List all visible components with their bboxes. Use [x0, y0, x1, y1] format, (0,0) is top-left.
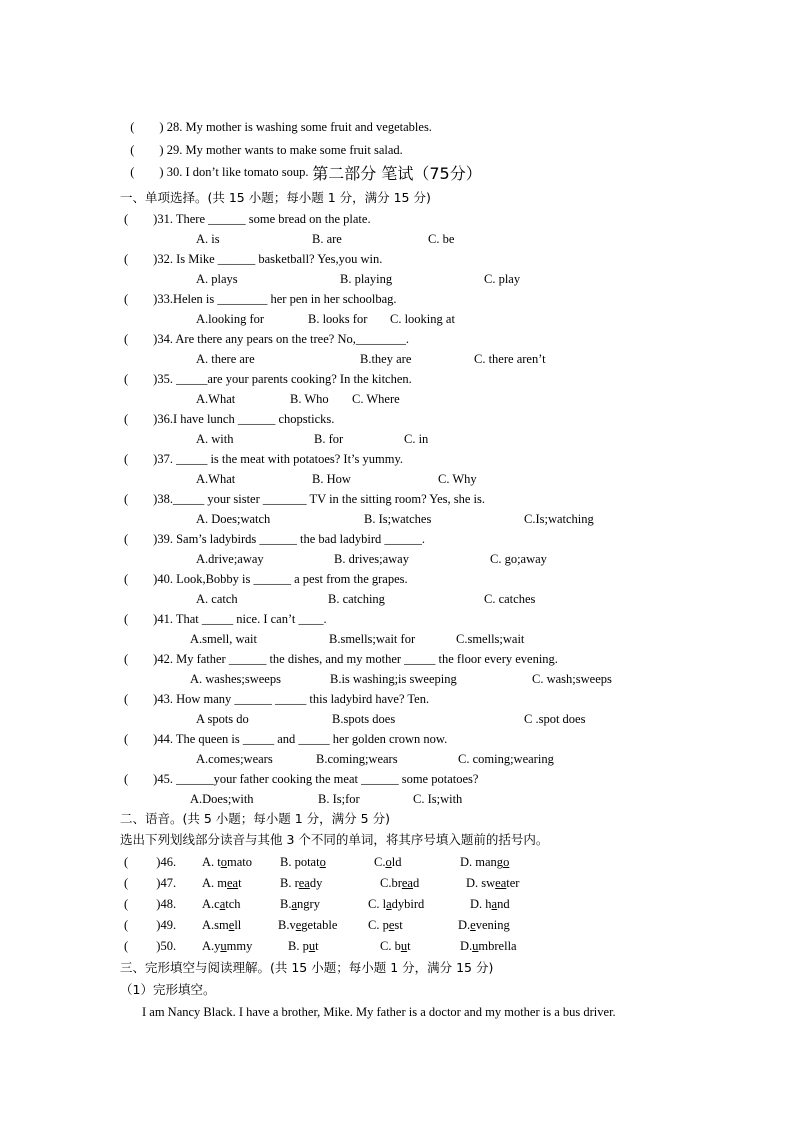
mc-option[interactable]: B.coming;wears [316, 752, 398, 766]
word-part: mato [227, 855, 252, 869]
word-part: D. mang [460, 855, 504, 869]
phonics-option[interactable] [288, 938, 319, 954]
word-part: dybird [391, 897, 425, 911]
word-part: d [412, 876, 420, 890]
underlined-letters: ea [227, 876, 239, 890]
mc-option[interactable]: B. for [314, 432, 344, 446]
word-part: t [407, 939, 411, 953]
mc-option[interactable]: B. drives;away [334, 552, 409, 566]
underlined-letters: a [219, 897, 226, 911]
word-part: A.sm [202, 918, 229, 932]
underlined-letters: a [491, 897, 498, 911]
answer-paren[interactable]: ( ) [130, 143, 164, 157]
mc-question-stem: ( )35. _____are your parents cooking? In the kitchen. [124, 372, 412, 386]
mc-question-stem: ( )36.I have lunch ______ chopsticks. [124, 412, 335, 426]
mc-option[interactable]: C. play [484, 272, 521, 286]
phonics-option[interactable] [368, 917, 403, 933]
mc-option[interactable]: C. in [404, 432, 429, 446]
phonics-option[interactable] [280, 854, 326, 870]
phonics-question-number[interactable]: ( )46. [124, 855, 177, 869]
phonics-option[interactable] [278, 917, 337, 933]
mc-option[interactable]: C. looking at [390, 312, 455, 326]
section2-heading: 二、语音。(共 5 小题；每小题 1 分，满分 5 分) [120, 811, 390, 826]
word-part: C. b [380, 939, 401, 953]
cloze-passage: I am Nancy Black. I have a brother, Mike. My father is a doctor and my mother is a bus driver. [142, 1005, 616, 1019]
phonics-option[interactable] [374, 854, 401, 870]
word-part: B. p [288, 939, 309, 953]
phonics-option[interactable] [380, 875, 419, 891]
word-part: t [238, 876, 242, 890]
word-part: B. r [280, 876, 299, 890]
phonics-option[interactable] [280, 896, 320, 912]
phonics-option[interactable] [460, 938, 517, 954]
word-part: D. sw [466, 876, 496, 890]
mc-option[interactable]: C. go;away [490, 552, 547, 566]
word-part: B.v [278, 918, 296, 932]
mc-option[interactable]: A.looking for [196, 312, 265, 326]
word-part: C. p [368, 918, 389, 932]
word-part: ter [506, 876, 520, 890]
phonics-option[interactable] [368, 896, 424, 912]
mc-question-stem: ( )37. _____ is the meat with potatoes? It’s yummy. [124, 452, 404, 466]
word-part: nd [497, 897, 510, 911]
section1-heading: 一、单项选择。(共 15 小题；每小题 1 分，满分 15 分) [120, 190, 431, 205]
mc-question-stem: ( )38._____ your sister _______ TV in the sitting room? Yes, she is. [124, 492, 485, 506]
mc-question-stem: ( )44. The queen is _____ and _____ her golden crown now. [124, 732, 448, 746]
mc-option[interactable]: B. playing [340, 272, 393, 286]
mc-option[interactable]: A.What [196, 392, 236, 406]
underlined-letters: u [308, 939, 316, 953]
word-part: A. t [202, 855, 221, 869]
underlined-letters: u [400, 939, 408, 953]
phonics-option[interactable] [202, 854, 252, 870]
word-part: ngry [297, 897, 320, 911]
word-part: B. [280, 897, 292, 911]
mc-option[interactable]: A. is [196, 232, 220, 246]
mc-option[interactable]: A. plays [196, 272, 238, 286]
word-part: ll [234, 918, 242, 932]
phonics-question-number[interactable]: ( )50. [124, 939, 177, 953]
mc-question-stem: ( )32. Is Mike ______ basketball? Yes,you win. [124, 252, 383, 266]
underlined-letters: u [220, 939, 227, 953]
mc-option[interactable]: C. there aren’t [474, 352, 546, 366]
underlined-letters: ea [495, 876, 507, 890]
underlined-letters: a [291, 897, 298, 911]
mc-option[interactable]: A. washes;sweeps [190, 672, 281, 686]
mc-option[interactable]: C.smells;wait [456, 632, 525, 646]
question-28: ( ) 28. My mother is washing some fruit and vegetables. [130, 120, 432, 134]
word-part: D. [458, 918, 471, 932]
word-part: C.br [380, 876, 402, 890]
mc-option[interactable]: A. Does;watch [196, 512, 271, 526]
question-number: 30 [166, 165, 180, 179]
word-part: vening [475, 918, 510, 932]
mc-option[interactable]: B.they are [360, 352, 412, 366]
answer-paren[interactable]: ( ) [130, 120, 164, 134]
word-part: t [315, 939, 319, 953]
underlined-letters: a [386, 897, 392, 911]
section3-sub: （1）完形填空。 [120, 982, 216, 997]
mc-question-stem: ( )43. How many ______ _____ this ladybird have? Ten. [124, 692, 430, 706]
mc-option[interactable]: B. are [312, 232, 342, 246]
phonics-question-number[interactable]: ( )48. [124, 897, 177, 911]
question-number: 29 [166, 143, 180, 157]
phonics-option[interactable] [470, 896, 510, 912]
question-text: My mother is washing some fruit and vegetables. [185, 120, 432, 134]
underlined-letters: o [319, 855, 326, 869]
mc-question-stem: ( )40. Look,Bobby is ______ a pest from the grapes. [124, 572, 408, 586]
mc-question-stem: ( )45. ______your father cooking the meat ______ some potatoes? [124, 772, 479, 786]
mc-option[interactable]: C. be [428, 232, 455, 246]
phonics-option[interactable] [202, 896, 241, 912]
underlined-letters: e [228, 918, 235, 932]
mc-question-stem: ( )42. My father ______ the dishes, and my mother _____ the floor every evening. [124, 652, 558, 666]
underlined-letters: o [503, 855, 510, 869]
part-title: 第二部分 笔试（75分） [312, 164, 482, 183]
mc-option[interactable]: B.spots does [332, 712, 396, 726]
mc-question-stem: ( )41. That _____ nice. I can’t ____. [124, 612, 327, 626]
word-part: getable [301, 918, 338, 932]
phonics-option[interactable] [460, 854, 509, 870]
mc-option[interactable]: C. wash;sweeps [532, 672, 612, 686]
underlined-letters: e [295, 918, 302, 932]
mc-question-stem: ( )33.Helen is ________ her pen in her schoolbag. [124, 292, 397, 306]
phonics-option[interactable] [280, 875, 322, 891]
underlined-letters: o [220, 855, 227, 869]
underlined-letters: e [388, 918, 395, 932]
word-part: C. l [368, 897, 387, 911]
word-part: dy [309, 876, 323, 890]
word-part: A.y [202, 939, 221, 953]
mc-option[interactable]: B. Is;watches [364, 512, 432, 526]
phonics-question-number[interactable]: ( )49. [124, 918, 177, 932]
mc-option[interactable]: C. Where [352, 392, 400, 406]
underlined-letters: ea [401, 876, 413, 890]
word-part: D. [460, 939, 473, 953]
word-part: mmy [226, 939, 253, 953]
mc-question-stem: ( )34. Are there any pears on the tree? No,________. [124, 332, 409, 346]
question-30: ( ) 30. I don’t like tomato soup. [130, 165, 309, 179]
section3-heading: 三、完形填空与阅读理解。(共 15 小题；每小题 1 分，满分 15 分) [120, 960, 494, 975]
word-part: A. m [202, 876, 227, 890]
mc-option[interactable]: C. Is;with [413, 792, 463, 806]
word-part: tch [225, 897, 241, 911]
question-number: 28 [166, 120, 180, 134]
mc-option[interactable]: C. catches [484, 592, 536, 606]
answer-paren[interactable]: ( ) [130, 165, 164, 179]
mc-option[interactable]: B. Who [290, 392, 329, 406]
mc-option[interactable]: B.smells;wait for [329, 632, 416, 646]
question-29: ( ) 29. My mother wants to make some fruit salad. [130, 143, 403, 157]
mc-question-stem: ( )31. There ______ some bread on the plate. [124, 212, 371, 226]
mc-option[interactable]: A.drive;away [196, 552, 264, 566]
mc-option[interactable]: B. catching [328, 592, 385, 606]
mc-question-stem: ( )39. Sam’s ladybirds ______ the bad ladybird ______. [124, 532, 426, 546]
word-part: A.c [202, 897, 220, 911]
underlined-letters: ea [298, 876, 310, 890]
section2-instruction: 选出下列划线部分读音与其他 3 个不同的单词，将其序号填入题前的括号内。 [120, 832, 549, 847]
mc-option[interactable]: A. there are [196, 352, 255, 366]
question-text: My mother wants to make some fruit salad. [185, 143, 403, 157]
word-part: C. [374, 855, 386, 869]
mc-option[interactable]: B. looks for [308, 312, 368, 326]
word-part: B. potat [280, 855, 320, 869]
underlined-letters: e [470, 918, 476, 932]
word-part: D. h [470, 897, 492, 911]
word-part: ld [391, 855, 402, 869]
mc-option[interactable]: A.comes;wears [196, 752, 273, 766]
phonics-option[interactable] [202, 917, 241, 933]
phonics-option[interactable] [202, 875, 242, 891]
word-part: st [394, 918, 403, 932]
mc-option[interactable]: A spots do [196, 712, 249, 726]
phonics-option[interactable] [202, 938, 252, 954]
mc-option[interactable]: A. with [196, 432, 234, 446]
underlined-letters: u [472, 939, 479, 953]
question-text: I don’t like tomato soup. [185, 165, 309, 179]
phonics-option[interactable] [380, 938, 411, 954]
mc-option[interactable]: B. How [312, 472, 351, 486]
mc-option[interactable]: A.smell, wait [190, 632, 258, 646]
mc-option[interactable]: C. coming;wearing [458, 752, 554, 766]
phonics-option[interactable] [458, 917, 510, 933]
mc-option[interactable]: C. Why [438, 472, 477, 486]
underlined-letters: o [385, 855, 392, 869]
phonics-option[interactable] [466, 875, 519, 891]
word-part: mbrella [478, 939, 517, 953]
mc-option[interactable]: A. catch [196, 592, 238, 606]
phonics-question-number[interactable]: ( )47. [124, 876, 177, 890]
mc-option[interactable]: B. Is;for [318, 792, 360, 806]
mc-option[interactable]: C.Is;watching [524, 512, 594, 526]
mc-option[interactable]: A.Does;with [190, 792, 254, 806]
mc-option[interactable]: C .spot does [524, 712, 586, 726]
mc-option[interactable]: A.What [196, 472, 236, 486]
mc-option[interactable]: B.is washing;is sweeping [330, 672, 457, 686]
